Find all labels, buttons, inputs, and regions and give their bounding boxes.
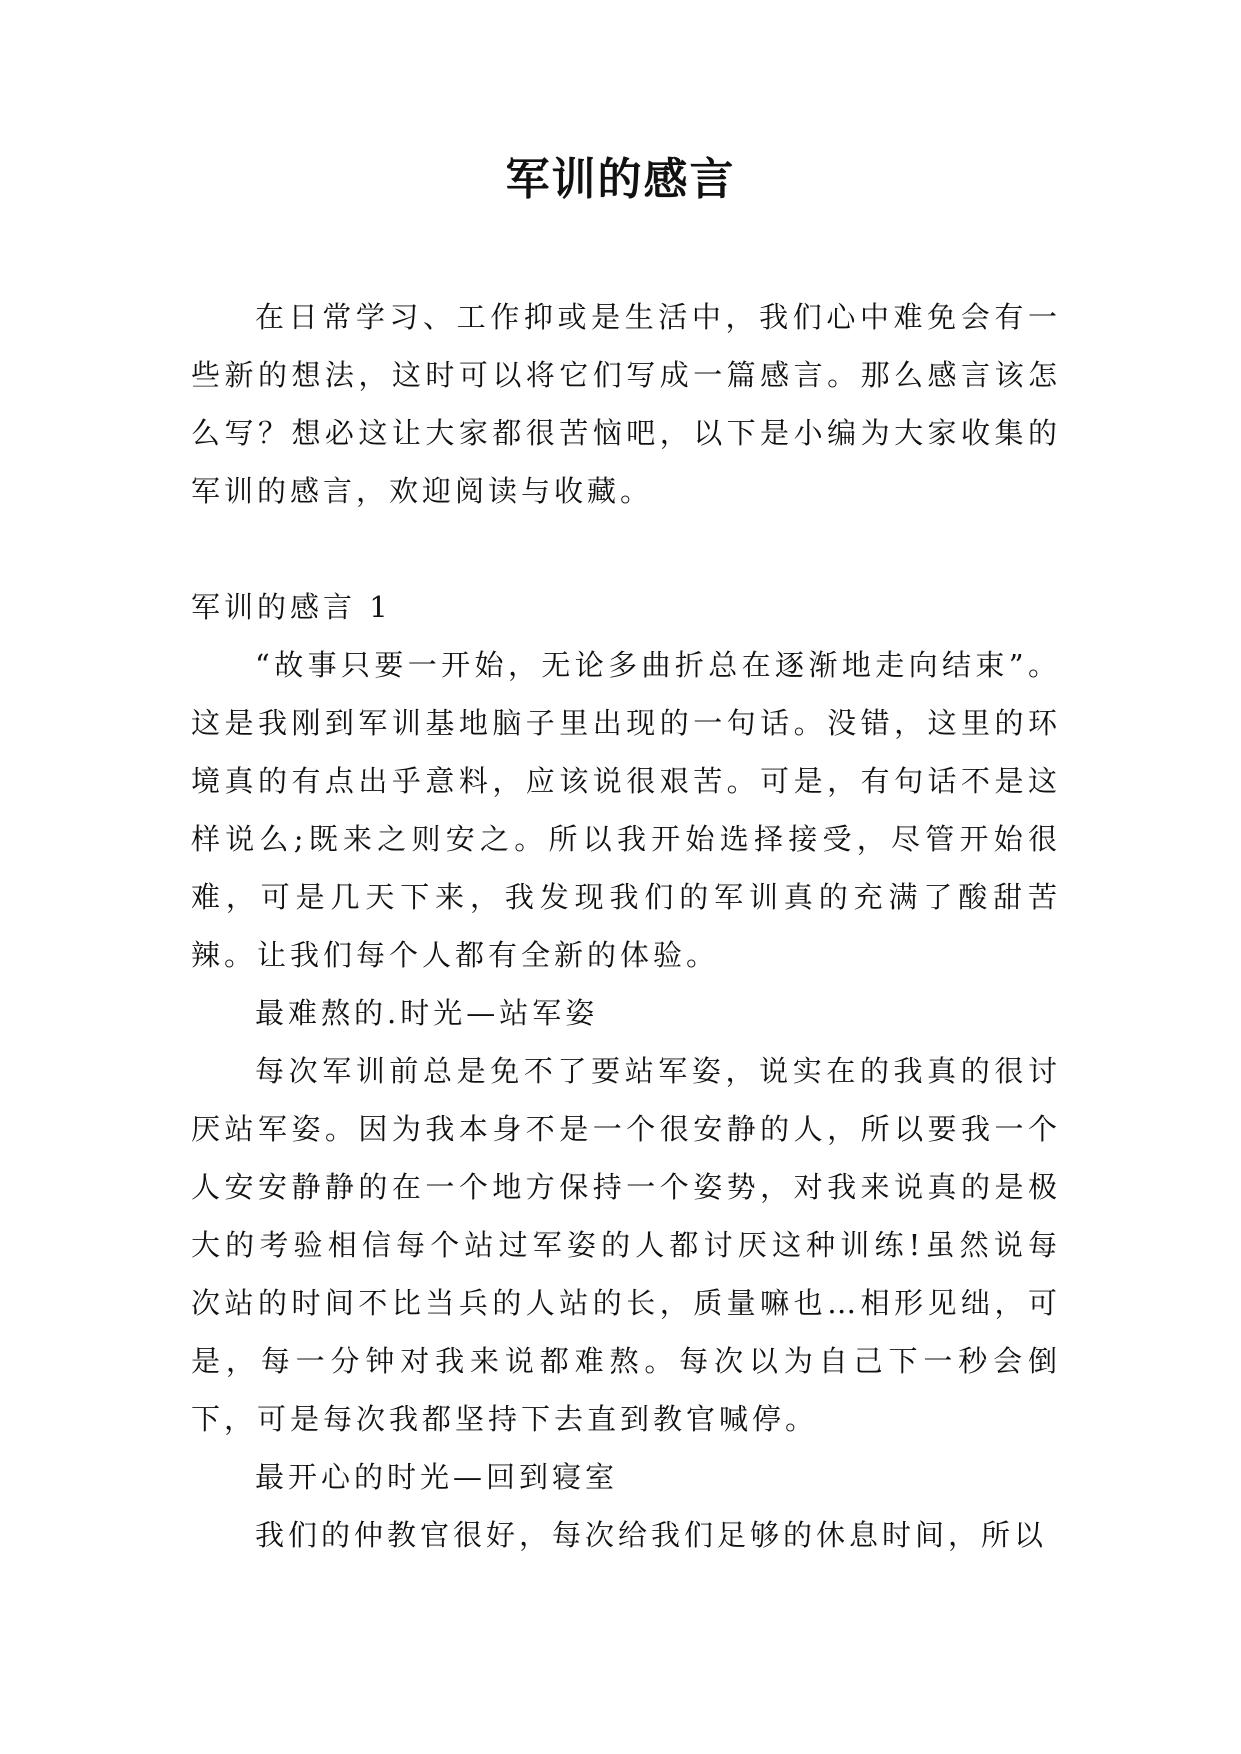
subheading-standing: 最难熬的.时光—站军姿 [255, 996, 599, 1030]
subheading-dorm: 最开心的时光—回到寝室 [255, 1460, 619, 1494]
intro-paragraph: 在日常学习、工作抑或是生活中，我们心中难免会有一些新的想法，这时可以将它们写成一篇感言。那么感言该怎么写？想必这让大家都很苦恼吧，以下是小编为大家收集的军训的感言，欢迎阅读与收藏。 [191, 300, 1061, 508]
document-title: 军训的感言 [505, 154, 736, 205]
paragraph-spacer [191, 520, 1061, 578]
section-heading: 军训的感言 1 [191, 590, 392, 624]
body-paragraph: “故事只要一开始，无论多曲折总在逐渐地走向结束”。这是我刚到军训基地脑子里出现的一句话。没错，这里的环境真的有点出乎意料，应该说很艰苦。可是，有句话不是这样说么;既来之则安之。所以我开始选择接受，尽管开始很难，可是几天下来，我发现我们的军训真的充满了酸甜苦辣。让我们每个人都有全新的体验。 [191, 648, 1061, 972]
body-paragraph: 每次军训前总是免不了要站军姿，说实在的我真的很讨厌站军姿。因为我本身不是一个很安静的人，所以要我一个人安安静静的在一个地方保持一个姿势，对我来说真的是极大的考验相信每个站过军姿的人都讨厌这种训练!虽然说每次站的时间不比当兵的人站的长，质量嘛也…相形见绌，可是，每一分钟对我来说都难熬。每次以为自己下一秒会倒下，可是每次我都坚持下去直到教官喊停。 [191, 1054, 1061, 1436]
body-paragraph: 我们的仲教官很好，每次给我们足够的休息时间，所以 [255, 1518, 1048, 1552]
document-body [191, 288, 1061, 1564]
